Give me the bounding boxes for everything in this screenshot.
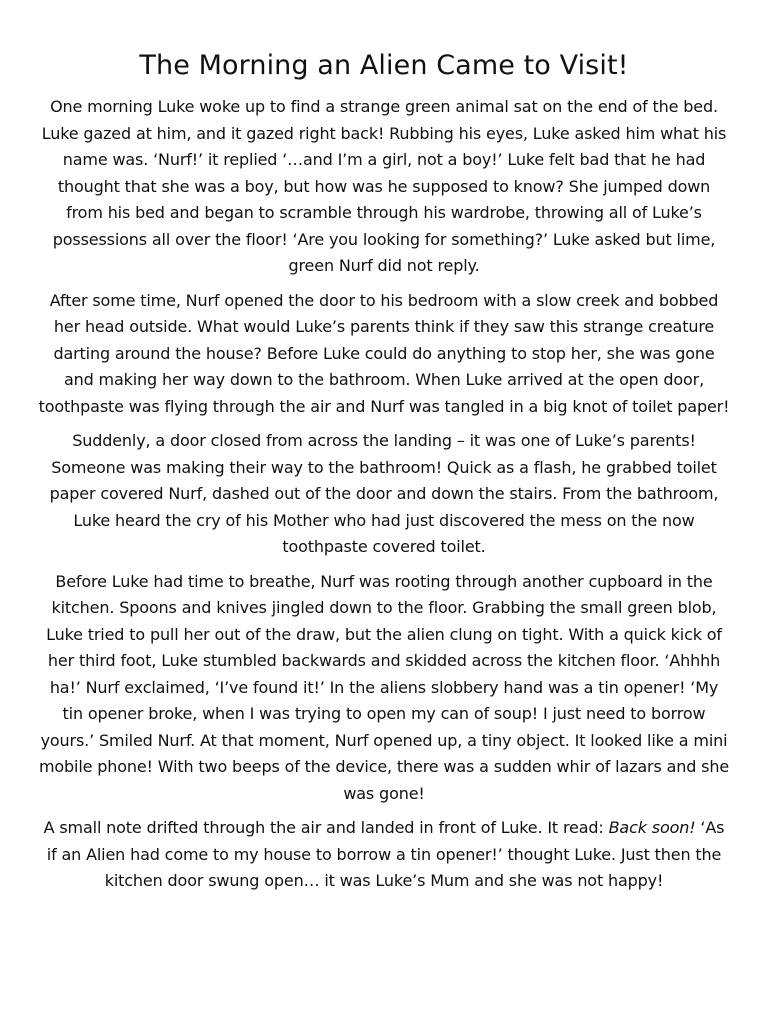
paragraph-5-text-start: A small note drifted through the air and landed in front of Luke. It read: xyxy=(43,818,609,837)
note-text-back-soon: Back soon! xyxy=(608,818,696,837)
story-title: The Morning an Alien Came to Visit! xyxy=(139,50,629,81)
story-paragraph-2: After some time, Nurf opened the door to his bedroom with a slow creek and bobbed her head outside. What would Luke’s parents think if they saw this strange creature darting around the house? Before Luke could do anything to stop her, she was gone and making her way down to the bathroom. When Luke arrived at the open door, toothpaste was flying through the air and Nurf was tangled in a big knot of toilet paper! xyxy=(38,290,730,416)
story-paragraph-3: Suddenly, a door closed from across the landing – it was one of Luke’s parents! Someone was making their way to the bathroom! Quick as a flash, he grabbed toilet paper covered Nurf, dashed out of the door and down the stairs. From the bathroom, Luke heard the cry of his Mother who had just discovered the mess on the now toothpaste covered toilet. xyxy=(49,431,719,556)
story-paragraph-5 xyxy=(38,815,730,895)
story-paragraph-1: One morning Luke woke up to find a strange green animal sat on the end of the bed. Luke gazed at him, and it gazed right back! Rubbing his eyes, Luke asked him what his name was. ‘Nurf!’ it replied ‘…and I’m a girl, not a boy!’ Luke felt bad that he had thought that she was a boy, but how was he supposed to know? She jumped down from his bed and began to scramble through his wardrobe, throwing all of Luke’s possessions all over the floor! ‘Are you looking for something?’ Luke asked but lime, green Nurf did not reply. xyxy=(41,97,727,275)
story-paragraph-4: Before Luke had time to breathe, Nurf was rooting through another cupboard in the kitchen. Spoons and knives jingled down to the floor. Grabbing the small green blob, Luke tried to pull her out of the draw, but the alien clung on tight. With a quick kick of her third foot, Luke stumbled backwards and skidded across the kitchen floor. ‘Ahhhh ha!’ Nurf exclaimed, ‘I’ve found it!’ In the aliens slobbery hand was a tin opener! ‘My tin opener broke, when I was trying to open my can of soup! I just need to borrow yours.’ Smiled Nurf. At that moment, Nurf opened up, a tiny object. It looked like a mini mobile phone! With two beeps of the device, there was a sudden whir of lazars and she was gone! xyxy=(38,571,730,803)
paragraph-5-text-end: ‘As if an Alien had come to my house to borrow a tin opener!’ thought Luke. Just then the kitchen door swung open… it was Luke’s Mum and she was not happy! xyxy=(46,818,725,890)
story-page xyxy=(38,48,730,903)
